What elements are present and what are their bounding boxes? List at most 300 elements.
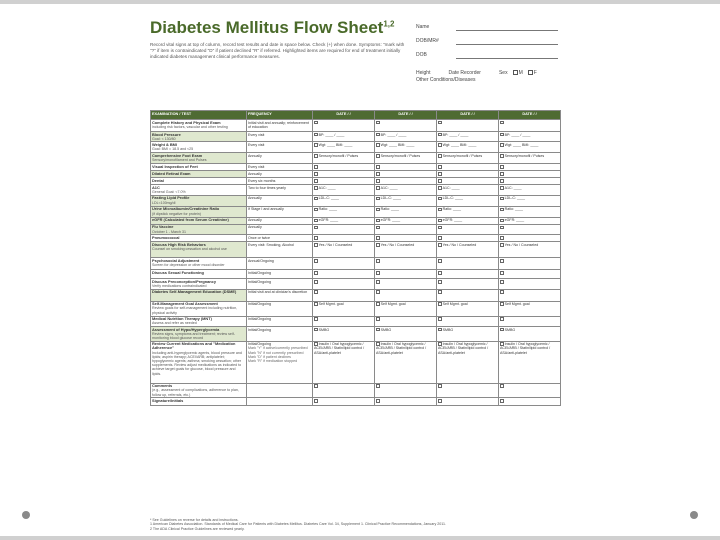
row-frequency-text: Annually	[248, 196, 262, 201]
row-frequency-text: Initial/Ongoing	[248, 279, 271, 284]
done-checkbox[interactable]	[500, 271, 504, 275]
done-checkbox[interactable]	[500, 179, 504, 183]
row-item-title: Fasting Lipid Profile	[152, 195, 190, 201]
done-checkbox[interactable]	[314, 243, 318, 247]
visit-entry-cell[interactable]	[375, 206, 437, 217]
done-checkbox[interactable]	[376, 290, 380, 294]
row-item-title: Comments	[152, 383, 173, 389]
row-frequency-cell	[247, 258, 313, 270]
done-checkbox[interactable]	[438, 179, 442, 183]
done-checkbox[interactable]	[314, 179, 318, 183]
done-checkbox[interactable]	[438, 399, 442, 403]
name-label: Name	[416, 24, 430, 30]
row-frequency-cell	[247, 195, 313, 206]
visit-entry-cell[interactable]	[437, 289, 499, 301]
visit-entry-cell[interactable]	[437, 185, 499, 195]
visit-entry-cell[interactable]	[437, 341, 499, 383]
visit-entry-cell[interactable]	[375, 258, 437, 270]
visit-entry-cell[interactable]	[499, 224, 561, 234]
sex-m-option[interactable]: M	[512, 70, 523, 76]
height-sex-row	[416, 62, 560, 76]
table-row	[151, 383, 561, 398]
visit-entry-cell[interactable]	[313, 301, 375, 316]
visit-entry-cell[interactable]	[437, 206, 499, 217]
done-checkbox[interactable]	[376, 236, 380, 240]
row-item-cell	[151, 316, 247, 326]
visit-entry-cell[interactable]	[375, 217, 437, 224]
done-checkbox[interactable]	[314, 384, 318, 388]
visit-entry-cell[interactable]	[313, 185, 375, 195]
done-checkbox[interactable]	[438, 154, 442, 158]
visit-entry-text: eGFR: ____	[380, 218, 401, 223]
row-item-cell	[151, 142, 247, 153]
done-checkbox[interactable]	[314, 399, 318, 403]
dob-label: DOB	[416, 52, 427, 58]
visit-entry-cell[interactable]	[313, 164, 375, 171]
footnotes	[150, 518, 560, 531]
row-frequency-cell	[247, 132, 313, 142]
done-checkbox[interactable]	[500, 172, 504, 176]
visit-entry-text: Wgt: ____ BMI: ____	[442, 142, 477, 147]
visit-entry-cell[interactable]	[437, 301, 499, 316]
visit-entry-cell[interactable]	[499, 217, 561, 224]
visit-entry-cell[interactable]	[375, 383, 437, 398]
visit-entry-cell[interactable]	[313, 142, 375, 153]
visit-entry-cell[interactable]	[375, 185, 437, 195]
visit-entry-cell[interactable]	[499, 383, 561, 398]
top-border-bar	[0, 0, 720, 4]
done-checkbox[interactable]	[314, 143, 318, 147]
date-recorder-label: Date Recorder	[448, 70, 481, 76]
done-checkbox[interactable]	[500, 219, 504, 223]
done-checkbox[interactable]	[500, 208, 504, 212]
row-frequency-cell	[247, 289, 313, 301]
header-date-4: DATE / /	[499, 111, 561, 120]
done-checkbox[interactable]	[314, 219, 318, 223]
row-item-title: Weight & BMI	[152, 141, 177, 147]
done-checkbox[interactable]	[376, 280, 380, 284]
done-checkbox[interactable]	[438, 133, 442, 137]
visit-entry-cell[interactable]	[313, 341, 375, 383]
table-row	[151, 242, 561, 258]
visit-entry-text: A1C: ____	[380, 185, 398, 190]
done-checkbox[interactable]	[438, 259, 442, 263]
done-checkbox[interactable]	[376, 219, 380, 223]
done-checkbox[interactable]	[500, 236, 504, 240]
done-checkbox[interactable]	[500, 165, 504, 169]
visit-entry-cell[interactable]	[313, 235, 375, 242]
visit-entry-cell[interactable]	[499, 132, 561, 142]
visit-entry-cell[interactable]	[313, 206, 375, 217]
other-conditions-field[interactable]	[416, 76, 560, 90]
table-row	[151, 153, 561, 164]
row-item-title: Self-Management Goal Assessment	[152, 301, 218, 307]
done-checkbox[interactable]	[500, 186, 504, 190]
row-frequency-cell	[247, 142, 313, 153]
done-checkbox[interactable]	[438, 186, 442, 190]
row-frequency-text: If Stage I and annually	[248, 207, 284, 212]
visit-entry-cell[interactable]	[375, 341, 437, 383]
row-frequency-text: Every six months	[248, 178, 276, 183]
visit-entry-cell[interactable]	[375, 327, 437, 342]
done-checkbox[interactable]	[500, 133, 504, 137]
visit-entry-cell[interactable]	[499, 279, 561, 289]
done-checkbox[interactable]	[376, 399, 380, 403]
visit-entry-cell[interactable]	[375, 178, 437, 185]
done-checkbox[interactable]	[314, 121, 318, 125]
visit-entry-text: Yes / No / Counseled	[380, 242, 415, 247]
visit-entry-cell[interactable]	[375, 153, 437, 164]
visit-entry-cell[interactable]	[499, 142, 561, 153]
visit-entry-cell[interactable]	[313, 279, 375, 289]
visit-entry-cell[interactable]	[313, 316, 375, 326]
done-checkbox[interactable]	[438, 243, 442, 247]
row-item-cell	[151, 171, 247, 178]
row-item-subtext: Screen for depression or other mood disorder	[152, 262, 225, 267]
visit-entry-cell[interactable]	[375, 289, 437, 301]
visit-entry-cell[interactable]	[499, 153, 561, 164]
done-checkbox[interactable]	[500, 302, 504, 306]
done-checkbox[interactable]	[500, 154, 504, 158]
done-checkbox[interactable]	[438, 208, 442, 212]
table-row	[151, 206, 561, 217]
done-checkbox[interactable]	[314, 236, 318, 240]
visit-entry-cell[interactable]	[499, 178, 561, 185]
row-frequency-cell	[247, 398, 313, 406]
visit-entry-text: A1C: ____	[442, 185, 460, 190]
done-checkbox[interactable]	[500, 197, 504, 201]
visit-entry-cell[interactable]	[437, 258, 499, 270]
row-frequency-text: Annual/Ongoing	[248, 258, 274, 263]
visit-entry-cell[interactable]	[437, 178, 499, 185]
row-item-cell	[151, 341, 247, 383]
sex-f-option[interactable]: F	[527, 70, 537, 76]
visit-entry-cell[interactable]	[313, 270, 375, 279]
done-checkbox[interactable]	[438, 290, 442, 294]
done-checkbox[interactable]	[500, 290, 504, 294]
visit-entry-cell[interactable]	[437, 270, 499, 279]
done-checkbox[interactable]	[376, 302, 380, 306]
visit-entry-cell[interactable]	[375, 132, 437, 142]
row-item-cell	[151, 224, 247, 234]
done-checkbox[interactable]	[314, 290, 318, 294]
row-frequency-cell	[247, 235, 313, 242]
visit-entry-cell[interactable]	[499, 398, 561, 406]
visit-entry-cell[interactable]	[313, 171, 375, 178]
row-frequency-text: Initial/Ongoing	[248, 342, 271, 347]
visit-entry-cell[interactable]	[375, 242, 437, 258]
done-checkbox[interactable]	[376, 121, 380, 125]
visit-entry-cell[interactable]	[437, 195, 499, 206]
flow-sheet-table	[150, 110, 561, 406]
dob-line	[456, 58, 558, 59]
done-checkbox[interactable]	[376, 328, 380, 332]
visit-entry-cell[interactable]	[313, 398, 375, 406]
visit-entry-text: eGFR: ____	[318, 218, 339, 223]
visit-entry-cell[interactable]	[313, 258, 375, 270]
visit-entry-cell[interactable]	[499, 316, 561, 326]
visit-entry-cell[interactable]	[437, 142, 499, 153]
done-checkbox[interactable]	[500, 280, 504, 284]
row-frequency-text: Annually	[248, 171, 262, 176]
done-checkbox[interactable]	[376, 133, 380, 137]
done-checkbox[interactable]	[500, 143, 504, 147]
done-checkbox[interactable]	[376, 271, 380, 275]
visit-entry-cell[interactable]	[437, 242, 499, 258]
row-frequency-cell	[247, 153, 313, 164]
done-checkbox[interactable]	[438, 236, 442, 240]
done-checkbox[interactable]	[438, 317, 442, 321]
visit-entry-cell[interactable]	[313, 178, 375, 185]
done-checkbox[interactable]	[314, 317, 318, 321]
done-checkbox[interactable]	[314, 328, 318, 332]
table-row	[151, 164, 561, 171]
done-checkbox[interactable]	[438, 226, 442, 230]
visit-entry-cell[interactable]	[313, 120, 375, 132]
visit-entry-cell[interactable]	[375, 142, 437, 153]
row-item-title: Dental	[152, 177, 164, 183]
done-checkbox[interactable]	[438, 165, 442, 169]
done-checkbox[interactable]	[438, 302, 442, 306]
other-conditions-label: Other Conditions/Diseases	[416, 77, 476, 83]
visit-entry-cell[interactable]	[499, 235, 561, 242]
visit-entry-cell[interactable]	[375, 171, 437, 178]
row-item-subtext: Verify medications contraindicated	[152, 283, 207, 288]
row-item-cell	[151, 279, 247, 289]
visit-entry-cell[interactable]	[375, 235, 437, 242]
row-item-title: Flu Vaccine	[152, 224, 174, 230]
row-item-title: Blood Pressure	[152, 131, 181, 137]
visit-entry-cell[interactable]	[313, 327, 375, 342]
visit-entry-cell[interactable]	[499, 301, 561, 316]
name-line	[456, 30, 558, 31]
done-checkbox[interactable]	[376, 226, 380, 230]
table-row	[151, 289, 561, 301]
done-checkbox[interactable]	[376, 384, 380, 388]
done-checkbox[interactable]	[376, 172, 380, 176]
visit-entry-cell[interactable]	[499, 270, 561, 279]
visit-entry-cell[interactable]	[499, 206, 561, 217]
done-checkbox[interactable]	[500, 259, 504, 263]
visit-entry-text: LDL-C: ____	[504, 196, 525, 201]
visit-entry-cell[interactable]	[437, 235, 499, 242]
row-item-title: Discuss High Risk Behaviors	[152, 241, 206, 247]
visit-entry-cell[interactable]	[313, 195, 375, 206]
visit-entry-cell[interactable]	[313, 217, 375, 224]
row-item-subtext: Goal: BMI = 18.5 and <25	[152, 147, 194, 152]
visit-entry-cell[interactable]	[499, 185, 561, 195]
done-checkbox[interactable]	[376, 208, 380, 212]
row-frequency-text: Initial/Ongoing	[248, 302, 271, 307]
visit-entry-text: Insulin / Oral hypoglycemic / ACEI/ARB / Statin/lipid control / ASA/anti-platelet	[376, 342, 427, 355]
done-checkbox[interactable]	[500, 399, 504, 403]
done-checkbox[interactable]	[500, 226, 504, 230]
done-checkbox[interactable]	[438, 172, 442, 176]
table-header-row	[151, 111, 561, 120]
done-checkbox[interactable]	[314, 154, 318, 158]
visit-entry-cell[interactable]	[313, 289, 375, 301]
visit-entry-cell[interactable]	[313, 153, 375, 164]
done-checkbox[interactable]	[314, 172, 318, 176]
done-checkbox[interactable]	[500, 317, 504, 321]
table-row	[151, 279, 561, 289]
name-field[interactable]	[416, 20, 560, 34]
visit-entry-cell[interactable]	[499, 289, 561, 301]
visit-entry-cell[interactable]	[437, 153, 499, 164]
header-date-3: DATE / /	[437, 111, 499, 120]
table-row	[151, 398, 561, 406]
visit-entry-cell[interactable]	[437, 217, 499, 224]
visit-entry-cell[interactable]	[375, 398, 437, 406]
row-item-cell	[151, 327, 247, 342]
visit-entry-cell[interactable]	[499, 120, 561, 132]
done-checkbox[interactable]	[376, 154, 380, 158]
done-checkbox[interactable]	[438, 197, 442, 201]
done-checkbox[interactable]	[438, 219, 442, 223]
visit-entry-cell[interactable]	[499, 258, 561, 270]
done-checkbox[interactable]	[376, 179, 380, 183]
visit-entry-cell[interactable]	[437, 316, 499, 326]
visit-entry-cell[interactable]	[437, 279, 499, 289]
visit-entry-cell[interactable]	[375, 279, 437, 289]
done-checkbox[interactable]	[314, 165, 318, 169]
done-checkbox[interactable]	[438, 143, 442, 147]
row-item-cell	[151, 301, 247, 316]
row-frequency-text: Annually	[248, 218, 262, 223]
row-item-cell	[151, 178, 247, 185]
visit-entry-cell[interactable]	[437, 327, 499, 342]
visit-entry-cell[interactable]	[499, 242, 561, 258]
done-checkbox[interactable]	[500, 328, 504, 332]
done-checkbox[interactable]	[376, 143, 380, 147]
visit-entry-text: BP: ____ / ____	[318, 132, 345, 137]
done-checkbox[interactable]	[376, 186, 380, 190]
visit-entry-text: SMBG	[442, 327, 454, 332]
done-checkbox[interactable]	[376, 243, 380, 247]
visit-entry-cell[interactable]	[375, 164, 437, 171]
visit-entry-cell[interactable]	[437, 171, 499, 178]
row-item-subtext: including risk factors, vascular and other testing	[152, 124, 228, 129]
done-checkbox[interactable]	[438, 121, 442, 125]
table-row	[151, 178, 561, 185]
done-checkbox[interactable]	[500, 121, 504, 125]
visit-entry-cell[interactable]	[437, 383, 499, 398]
visit-entry-cell[interactable]	[499, 195, 561, 206]
done-checkbox[interactable]	[314, 133, 318, 137]
visit-entry-cell[interactable]	[375, 224, 437, 234]
row-frequency-cell	[247, 164, 313, 171]
visit-entry-cell[interactable]	[313, 132, 375, 142]
left-dot-icon	[22, 511, 30, 519]
done-checkbox[interactable]	[314, 271, 318, 275]
done-checkbox[interactable]	[314, 226, 318, 230]
visit-entry-cell[interactable]	[375, 120, 437, 132]
visit-entry-text: Wgt: ____ BMI: ____	[318, 142, 353, 147]
done-checkbox[interactable]	[314, 280, 318, 284]
done-checkbox[interactable]	[314, 208, 318, 212]
sex-f-checkbox[interactable]	[528, 70, 533, 75]
visit-entry-cell[interactable]	[437, 224, 499, 234]
visit-entry-cell[interactable]	[313, 242, 375, 258]
row-item-title: Assessment of Hypo/Hyperglycemia	[152, 326, 220, 332]
table-row	[151, 341, 561, 383]
visit-entry-cell[interactable]	[437, 132, 499, 142]
visit-entry-cell[interactable]	[437, 398, 499, 406]
row-frequency-text: Annually	[248, 225, 262, 230]
done-checkbox[interactable]	[376, 165, 380, 169]
row-frequency-cell	[247, 242, 313, 258]
visit-entry-text: BP: ____ / ____	[504, 132, 531, 137]
row-item-cell	[151, 153, 247, 164]
visit-entry-cell[interactable]	[313, 383, 375, 398]
row-item-title: Discuss Sexual Functioning	[152, 269, 204, 275]
visit-entry-cell[interactable]	[375, 316, 437, 326]
row-frequency-cell	[247, 224, 313, 234]
row-item-subtext: LDL<100mg/dl	[152, 200, 176, 205]
done-checkbox[interactable]	[314, 186, 318, 190]
done-checkbox[interactable]	[438, 280, 442, 284]
medication-mark-hint: Mark "R" if medication stopped	[248, 358, 298, 363]
row-item-cell	[151, 185, 247, 195]
title-reference-mark: 1,2	[383, 19, 395, 29]
table-row	[151, 185, 561, 195]
visit-entry-text: eGFR: ____	[442, 218, 463, 223]
visit-entry-cell[interactable]	[375, 195, 437, 206]
patient-identity-fields	[416, 20, 560, 90]
done-checkbox[interactable]	[376, 317, 380, 321]
visit-entry-text: Ratio: ____	[442, 207, 461, 212]
row-item-cell	[151, 120, 247, 132]
done-checkbox[interactable]	[376, 259, 380, 263]
done-checkbox[interactable]	[314, 302, 318, 306]
done-checkbox[interactable]	[376, 197, 380, 201]
visit-entry-cell[interactable]	[499, 341, 561, 383]
row-item-cell	[151, 195, 247, 206]
visit-entry-cell[interactable]	[375, 301, 437, 316]
dob-field[interactable]	[416, 48, 560, 62]
visit-entry-cell[interactable]	[499, 171, 561, 178]
row-frequency-text: Every visit	[248, 132, 265, 137]
row-item-title: Review Current Medications and "Medication Adherence"	[152, 341, 236, 351]
done-checkbox[interactable]	[438, 384, 442, 388]
visit-entry-cell[interactable]	[313, 224, 375, 234]
visit-entry-text: SMBG	[318, 327, 330, 332]
done-checkbox[interactable]	[314, 197, 318, 201]
visit-entry-cell[interactable]	[499, 327, 561, 342]
row-item-cell	[151, 217, 247, 224]
visit-entry-cell[interactable]	[499, 164, 561, 171]
row-frequency-cell	[247, 301, 313, 316]
done-checkbox[interactable]	[438, 271, 442, 275]
visit-entry-text: Wgt: ____ BMI: ____	[380, 142, 415, 147]
table-row	[151, 327, 561, 342]
height-label: Height	[416, 70, 431, 76]
dob-mr-field[interactable]	[416, 34, 560, 48]
sex-m-checkbox[interactable]	[513, 70, 518, 75]
visit-entry-text: Self Mgmt. goal	[442, 302, 468, 307]
done-checkbox[interactable]	[500, 243, 504, 247]
header-exam-test: EXAMINATION / TEST	[151, 111, 247, 120]
visit-entry-cell[interactable]	[437, 120, 499, 132]
done-checkbox[interactable]	[314, 259, 318, 263]
visit-entry-cell[interactable]	[437, 164, 499, 171]
visit-entry-text: eGFR: ____	[504, 218, 525, 223]
sex-label: Sex	[498, 70, 508, 76]
sheet-title: Diabetes Mellitus Flow Sheet$^{1,2}$	[150, 18, 395, 37]
done-checkbox[interactable]	[500, 384, 504, 388]
visit-entry-cell[interactable]	[375, 270, 437, 279]
done-checkbox[interactable]	[438, 328, 442, 332]
